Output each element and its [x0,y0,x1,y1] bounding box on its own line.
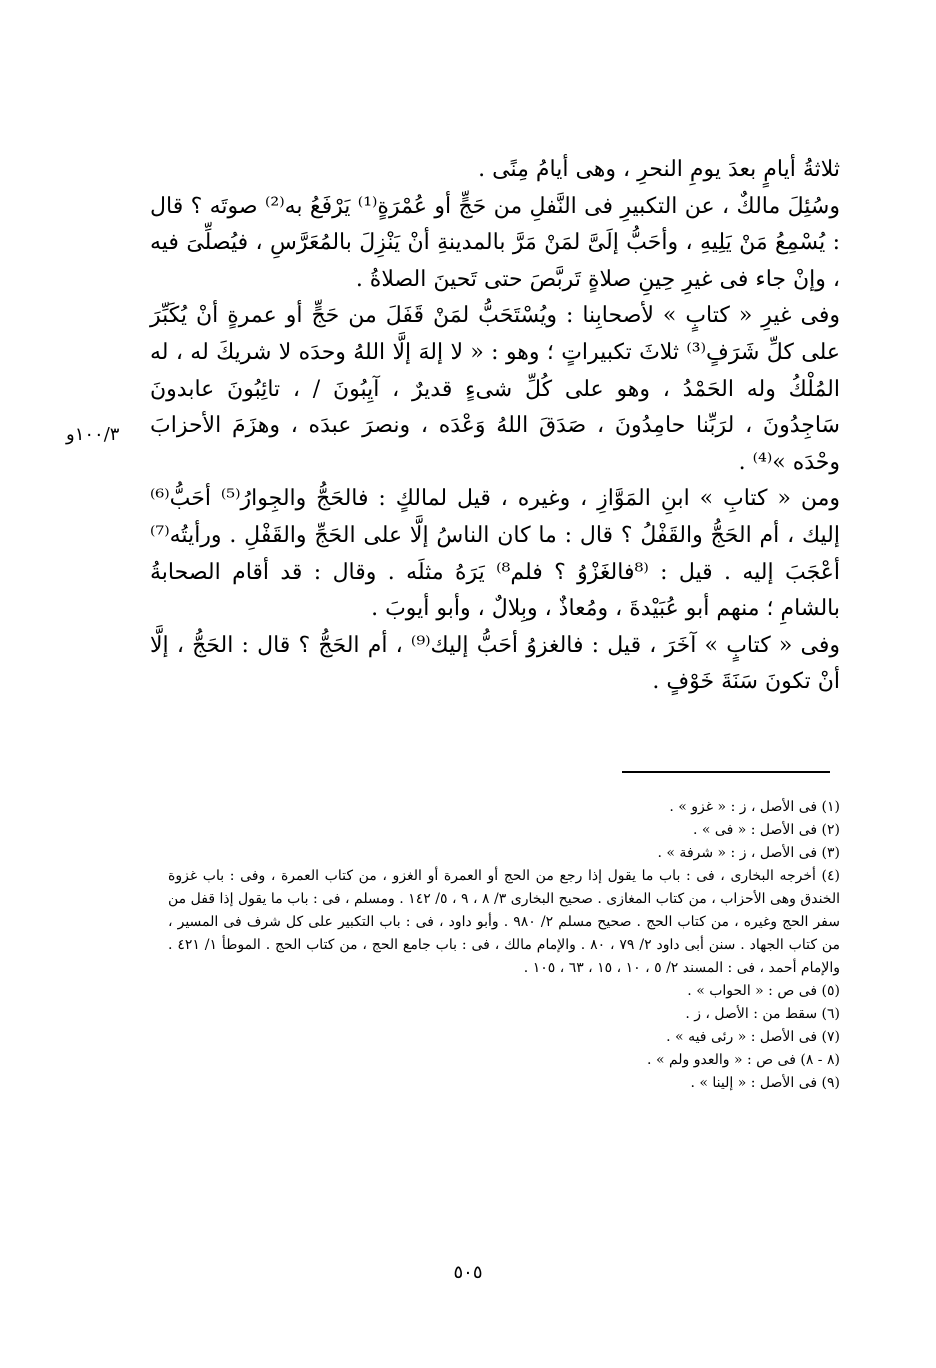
paragraph-companions-book: وفى غيرِ « كتابٍ » لأصحابِنا : ويُسْتَحَبُّ لمَنْ قَفَلَ من حَجٍّ أو عمرةٍ أنْ يُكَبِّرَ على كلِّ شَرَفٍ⁽³⁾ ثلاثَ تكبيراتٍ ؛ وهو : « لا إلهَ إلَّا اللهُ وحدَه لا شريكَ له ، له المُلْكُ وله الحَمْدُ ، وهو على كُلِّ شىءٍ قديرٌ ، آيِبُونَ / ، تائِبُونَ عابدونَ سَاجِدُونَ ، لرَبِّنا حامِدُونَ ، صَدَقَ اللهُ وَعْدَه ، ونصرَ عبدَه ، وهزَمَ الأحزابَ وحْدَه »⁽⁴⁾ . [150,303,840,475]
footnote-9: (٩) فى الأصل : « إلينا » . [690,1075,840,1091]
footnote-3: (٣) فى الأصل ، ز : « شرفة » . [657,845,840,861]
footnotes [168,796,840,1095]
paragraph-another-book: وفى « كتابٍ » آخَرَ ، قيل : فالغزوُ أحَبُّ إليك⁽⁹⁾ ، أم الحَجُّ ؟ قال : الحَجُّ ، إلَّا أنْ تكونَ سَنَةَ خَوْفٍ . [150,632,841,695]
footnote-4: (٤) أخرجه البخارى ، فى : باب ما يقول إذا رجع من الحج أو العمرة أو الغزو ، من كتاب العمرة ، وفى : باب غزوة الخندق وهى الأحزاب ، من كتاب المغازى . صحيح البخارى ٣/ ٨ ، ٩ ، ٥/ ١٤٢ . ومسلم ، فى : باب ما يقول إذا قفل من سفر الحج وغيره ، من كتاب الحج . صحيح مسلم ٢/ ٩٨٠ . وأبو داود ، فى : باب التكبير على كل شرف فى المسير ، من كتاب الجهاد . سنن أبى داود ٢/ ٧٩ ، ٨٠ . والإمام مالك ، فى : باب جامع الحج ، من كتاب الحج . الموطأ ١/ ٤٢١ . والإمام أحمد ، فى : المسند ٢/ ٥ ، ١٠ ، ١٥ ، ٦٣ ، ١٠٥ . [168,868,841,976]
page-number: ٥٠٥ [453,1262,483,1283]
footnote-7: (٧) فى الأصل : « رئى فيه » . [666,1029,840,1045]
footnote-8: (٨ - ٨) فى ص : « والعدو ولم » . [647,1052,840,1068]
main-text [150,152,840,701]
footnote-separator [622,771,830,773]
paragraph-ibn-al-mawwaz: ومن « كتابِ » ابنِ المَوَّازِ ، وغيره ، قيل لمالكٍ : فالحَجُّ والجِوارُ⁽⁵⁾ أحَبُّ⁽⁶⁾ إليك ، أم الحَجُّ والقَفْلُ ؟ قال : ما كان الناسُ إلَّا على الحَجِّ والقَفْلِ . ورأيتُه⁽⁷⁾ أعْجَبَ إليه . قيل : ⁽⁸فالغَزْوُ ؟ فلم⁸⁾ يَرَهُ مثلَه . وقال : قد أقام الصحابةُ بالشامِ ؛ منهم أبو عُبَيْدةَ ، ومُعاذٌ ، وبِلالٌ ، وأبو أيوبَ . [150,486,841,622]
footnote-2: (٢) فى الأصل : « فى » . [693,822,840,838]
footnote-6: (٦) سقط من : الأصل ، ز . [685,1006,840,1022]
paragraph-days-of-mina: ثلاثةُ أيامٍ بعدَ يومِ النحرِ ، وهى أيامُ مِنًى . [478,157,840,182]
footnote-1: (١) فى الأصل ، ز : « غزو » . [669,799,840,815]
margin-folio-note: ١٠٠/٣و [66,424,120,445]
footnote-5: (٥) فى ص : « الحواب » . [687,983,840,999]
paragraph-malik-takbir: وسُئِلَ مالكٌ ، عن التكبيرِ فى النَّفلِ من حَجٍّ أو عُمْرَةٍ⁽¹⁾ يَرْفَعُ به⁽²⁾ صوتَه ؟ قال : يُسْمِعُ مَنْ يَلِيهِ ، وأحَبُّ إلَىَّ لمَنْ مَرَّ بالمدينةِ أنْ يَنْزِلَ بالمُعَرَّسِ ، فيُصلِّىَ فيه ، وإنْ جاء فى غيرِ حِينِ صلاةٍ تَربَّصَ حتى تَحينَ الصلاةُ . [150,193,841,292]
